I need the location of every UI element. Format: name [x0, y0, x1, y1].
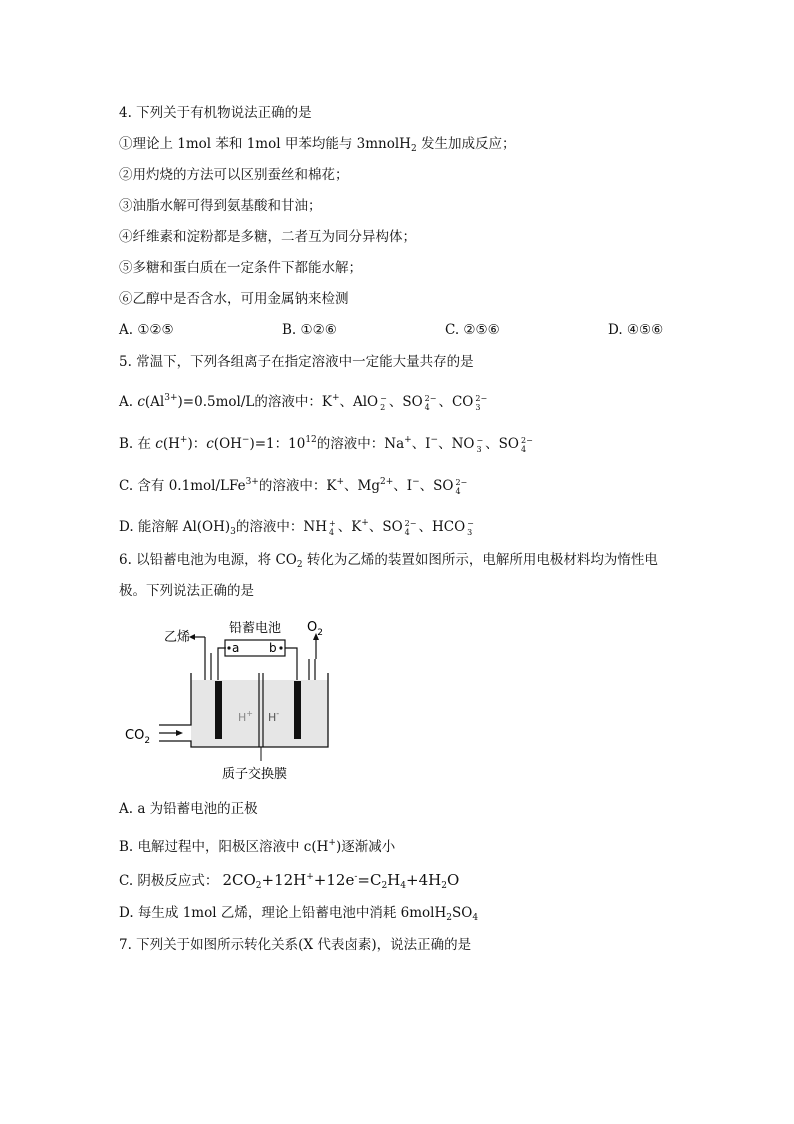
q4-item-5: ⑤多糖和蛋白质在一定条件下都能水解；: [119, 260, 362, 276]
q6-option-b: B. 电解过程中，阳极区溶液中 c(H+)逐渐减小: [119, 838, 396, 855]
q5-option-d: D. 能溶解 $Al(OH)_3$的溶液中：NH + 4 、K+、SO 2− 4 、HCO − 3: [119, 518, 474, 537]
q5-stem: 5. 常温下，下列各组离子在指定溶液中一定能大量共存的是: [119, 354, 474, 370]
ethylene-label: 乙烯: [164, 630, 191, 645]
q4-option-d: D. ④⑤⑥: [608, 322, 664, 338]
co2-label: $CO_2$: [125, 728, 151, 746]
wire-left: [218, 648, 225, 681]
q6-stem-line1: 6. 以铅蓄电池为电源，将 $CO_2$ 转化为乙烯的装置如图所示，电解所用电极材料均为惰性电: [119, 552, 658, 570]
battery-a-label: a: [232, 641, 240, 655]
q5-option-c: C. 含有 0.1mol/LFe$^{3+}$的溶液中：K+、$Mg^{2+}$、I−、SO 2− 4: [119, 477, 468, 496]
q6-option-c: C. 阴极反应式： $2CO_2+12H^++12e^-=C_2H_4+4H_2O$: [119, 871, 460, 891]
h-plus-label: H+: [238, 709, 253, 724]
q5-option-b: B. 在 c(H+)：c(OH−)=1：$10^{12}$的溶液中：Na+、I−、NO − 3 、SO 2− 4: [119, 435, 533, 454]
q4-item-1: ①理论上 1mol 苯和 1mol 甲苯均能与 3mnolH$_2$ 发生加成反应；: [119, 136, 516, 154]
q4-item-2: ②用灼烧的方法可以区别蚕丝和棉花；: [119, 167, 349, 183]
left-electrode: [215, 681, 222, 739]
q5-option-a: A. $c(Al^{3+})=0.5mol/L$的溶液中：K+、AlO − 2 、SO 2− 4 、CO 2− 3: [119, 393, 488, 412]
q4-option-c: C. ②⑤⑥: [445, 322, 500, 338]
q4-option-b: B. ①②⑥: [282, 322, 337, 338]
q6-option-d: D. 每生成 1mol 乙烯，理论上铅蓄电池中消耗 $6molH_2SO_4$: [119, 905, 479, 923]
q4-item-3: ③油脂水解可得到氨基酸和甘油；: [119, 198, 322, 214]
battery-label: 铅蓄电池: [229, 621, 282, 636]
left-wall-upper: [159, 673, 191, 725]
q6-stem-line2: 极。下列说法正确的是: [119, 583, 254, 599]
o2-label: $O_2$: [307, 620, 323, 638]
electrolysis-svg: [119, 613, 349, 788]
battery-b-label: b: [269, 641, 277, 655]
q6-option-a: A. a 为铅蓄电池的正极: [119, 801, 258, 817]
q7-stem: 7. 下列关于如图所示转化关系(X 代表卤素)，说法正确的是: [119, 937, 472, 953]
co2-arrowhead: [176, 730, 183, 736]
q4-item-4: ④纤维素和淀粉都是多糖，二者互为同分异构体；: [119, 229, 416, 245]
q4-option-a: A. ①②⑤: [119, 322, 174, 338]
electrolysis-diagram: [119, 613, 349, 792]
right-electrode: [294, 681, 301, 739]
q4-stem: 4. 下列关于有机物说法正确的是: [119, 105, 312, 121]
wire-right: [285, 648, 297, 681]
membrane-label: 质子交换膜: [222, 767, 288, 782]
q4-item-6: ⑥乙醇中是否含水，可用金属钠来检测: [119, 291, 349, 307]
h-minus-label: H-: [268, 709, 280, 724]
terminal-a-dot: [227, 646, 230, 649]
terminal-b-dot: [279, 646, 282, 649]
